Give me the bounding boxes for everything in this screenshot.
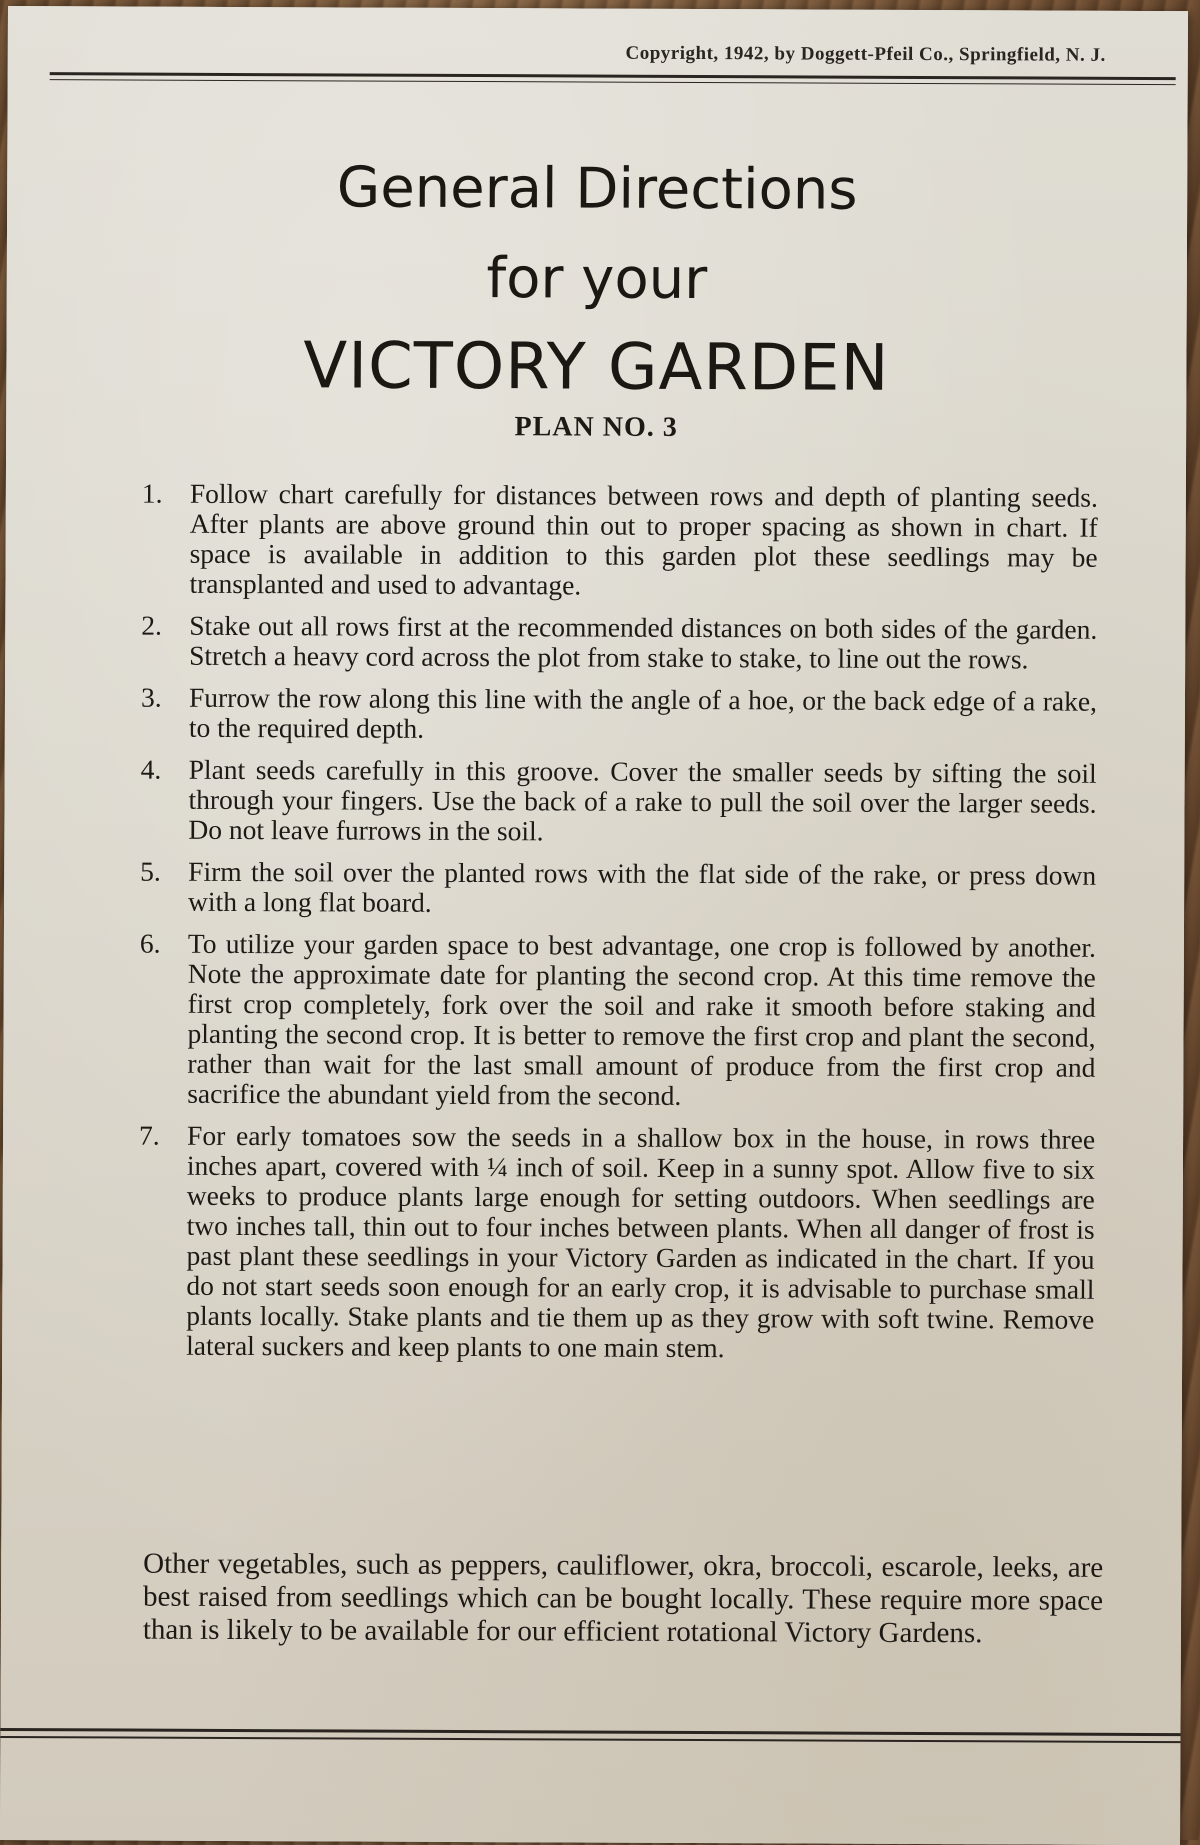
pamphlet-page xyxy=(0,6,1188,1845)
copyright-notice: Copyright, 1942, by Doggett-Pfeil Co., Springfield, N. J. xyxy=(625,42,1106,66)
direction-text: Follow chart carefully for distances between rows and depth of planting seeds. After plants are above ground thin out to proper spacing as shown in chart. If space is available in addition to this garden plot these seedlings may be transplanted and used to advantage. xyxy=(189,477,1098,601)
plan-number: PLAN NO. 3 xyxy=(514,411,678,443)
direction-item xyxy=(127,611,1097,675)
direction-text: Firm the soil over the planted rows with the flat side of the rake, or press down with a long flat board. xyxy=(188,855,1097,918)
direction-number: 6. xyxy=(139,927,161,959)
direction-text: For early tomatoes sow the seeds in a shallow box in the house, in rows three inches apart, covered with ¼ inch of soil. Keep in a sunny spot. Allow five to six weeks to produce plants large enough for setting outdoors. When seedlings are two inches tall, thin out to four inches between plants. When all danger of frost is past plant these seedlings in your Victory Garden as indicated in the chart. If you do not start seeds soon enough for an early crop, it is advisable to purchase small plants locally. Stake plants and tie them up as they grow with soft twine. Remove lateral suckers and keep plants to one main stem. xyxy=(186,1119,1096,1364)
direction-number: 1. xyxy=(141,477,163,509)
title-for-your: for your xyxy=(486,246,708,313)
title-general-directions: General Directions xyxy=(336,155,858,223)
closing-paragraph: Other vegetables, such as peppers, cauliflower, okra, broccoli, escarole, leeks, are best raised from seedlings which can be bought locally. These require more space than is likely to be available for our efficient rotational Victory Gardens. xyxy=(142,1547,1104,1650)
direction-number: 3. xyxy=(140,681,162,713)
title-victory-garden: VICTORY GARDEN xyxy=(303,329,890,406)
direction-item xyxy=(126,857,1096,921)
direction-number: 4. xyxy=(140,753,162,785)
direction-number: 2. xyxy=(141,609,162,641)
direction-item xyxy=(127,683,1097,747)
directions-list xyxy=(124,479,1098,1377)
direction-text: Stake out all rows first at the recommended distances on both sides of the garden. Stretch a heavy cord across the plot from stake to stake, to line out the rows. xyxy=(189,609,1098,675)
direction-number: 7. xyxy=(139,1119,160,1151)
direction-item xyxy=(124,1121,1095,1365)
top-rule-divider xyxy=(50,72,1176,85)
bottom-rule-divider xyxy=(0,1728,1180,1743)
direction-number: 5. xyxy=(140,855,161,887)
direction-text: Plant seeds carefully in this groove. Cover the smaller seeds by sifting the soil through your fingers. Use the back of a rake to pull the soil over the larger seeds. Do not leave furrows in the soil. xyxy=(188,753,1097,847)
direction-item xyxy=(126,755,1096,849)
direction-item xyxy=(127,479,1098,603)
direction-item xyxy=(125,929,1096,1113)
direction-text: Furrow the row along this line with the angle of a hoe, or the back edge of a rake, to the required depth. xyxy=(188,681,1098,744)
direction-text: To utilize your garden space to best advantage, one crop is followed by another. Note the approximate date for planting the second crop. At this time remove the first crop completely, fork over the soil and rake it smooth before staking and planting the second crop. It is better to remove the first crop and plant the second, rather than wait for the last small amount of produce from the first crop and sacrifice the abundant yield from the second. xyxy=(187,927,1096,1111)
